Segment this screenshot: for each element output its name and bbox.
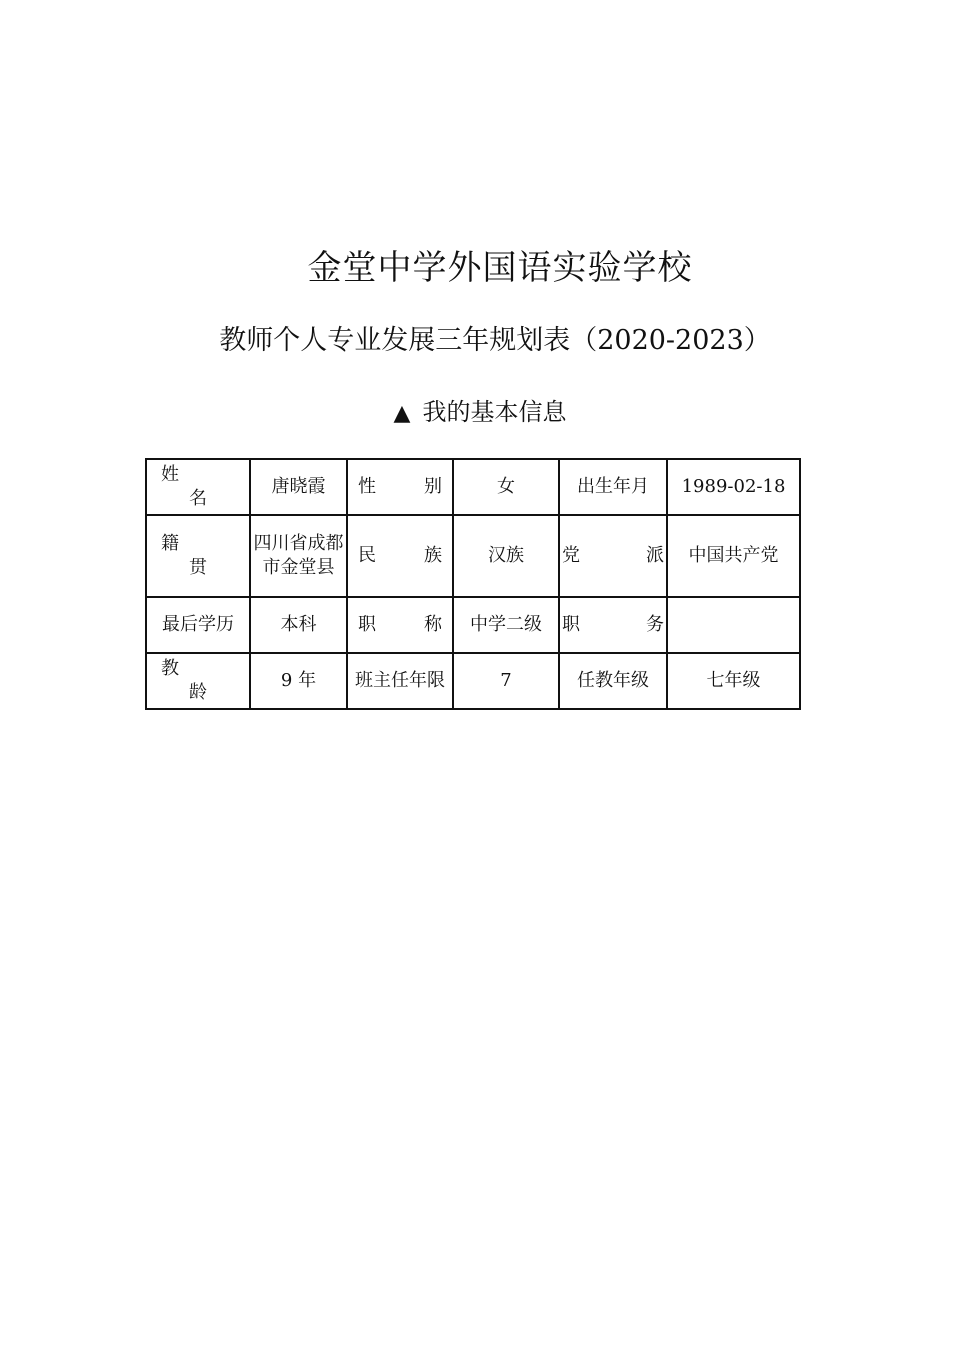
- gender-label-cell: 性 别: [347, 459, 453, 515]
- head-years-label-cell: 班主任年限: [347, 653, 453, 709]
- party-label-cell: 党 派: [559, 515, 667, 597]
- basic-info-table: [145, 458, 801, 710]
- birth-value-cell: 1989-02-18: [667, 459, 800, 515]
- years-label-cell: 教 龄: [146, 653, 250, 709]
- name-value-cell: 唐晓霞: [250, 459, 347, 515]
- birth-label-cell: 出生年月: [559, 459, 667, 515]
- table-row: [146, 515, 800, 597]
- gender-value-cell: 女: [453, 459, 559, 515]
- duty-label-cell: 职 务: [559, 597, 667, 653]
- triangle-up-icon: ▲: [393, 401, 411, 426]
- name-label-cell: 姓 名: [146, 459, 250, 515]
- edu-value-cell: 本科: [250, 597, 347, 653]
- section-title: 我的基本信息: [422, 398, 567, 426]
- party-value-cell: 中国共产党: [667, 515, 800, 597]
- document-title: 教师个人专业发展三年规划表（2020-2023）: [219, 325, 771, 356]
- ethnic-label-cell: 民 族: [347, 515, 453, 597]
- table-row: [146, 459, 800, 515]
- title-label-cell: 职 称: [347, 597, 453, 653]
- native-value-cell: 四川省成都市金堂县: [250, 515, 347, 597]
- section-heading: [0, 392, 960, 427]
- duty-value-cell: [667, 597, 800, 653]
- table-row: [146, 597, 800, 653]
- ethnic-value-cell: 汉族: [453, 515, 559, 597]
- head-years-value-cell: 7: [453, 653, 559, 709]
- table-row: [146, 653, 800, 709]
- years-value-cell: 9 年: [250, 653, 347, 709]
- native-label-cell: 籍 贯: [146, 515, 250, 597]
- edu-label-cell: 最后学历: [146, 597, 250, 653]
- grade-value-cell: 七年级: [667, 653, 800, 709]
- grade-label-cell: 任教年级: [559, 653, 667, 709]
- school-title: 金堂中学外国语实验学校: [307, 248, 693, 288]
- title-value-cell: 中学二级: [453, 597, 559, 653]
